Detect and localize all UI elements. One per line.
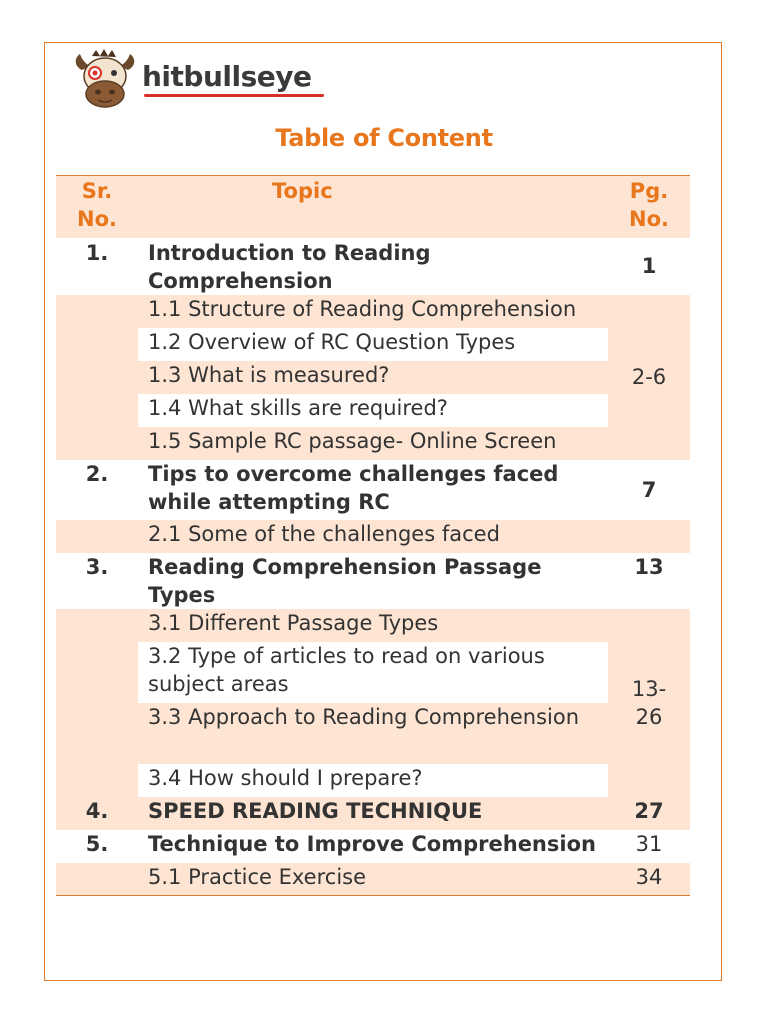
row-sr: 3. [85,554,109,579]
row-sr [56,394,138,427]
row-topic[interactable]: 1.2 Overview of RC Question Types [138,328,608,361]
row-topic[interactable]: 5.1 Practice Exercise [148,864,367,889]
table-row [56,703,690,764]
table-row [56,427,690,460]
row-sr [56,520,138,553]
row-sr: 1. [85,240,109,265]
row-page [608,520,690,553]
topic-header: Topic [272,179,333,203]
row-sr [56,328,138,361]
table-row [56,520,690,553]
row-sr [56,764,138,797]
row-topic[interactable]: Tips to overcome challenges faced while attempting RC [148,461,559,514]
row-page: 27 [634,798,664,823]
row-topic[interactable]: Introduction to Reading Comprehension [148,240,431,293]
row-topic[interactable]: SPEED READING TECHNIQUE [148,798,483,823]
bull-mascot-icon [74,48,136,112]
brand-name: hitbullseye [142,60,312,93]
row-page: 34 [635,864,663,889]
row-sr: 5. [85,831,109,856]
row-sr [56,703,138,764]
table-row [56,797,690,830]
brand-underline [144,94,324,97]
row-sr [56,361,138,394]
row-topic[interactable]: Technique to Improve Comprehension [148,831,596,856]
row-topic[interactable]: Reading Comprehension Passage Types [148,554,542,607]
row-sr: 2. [85,461,109,486]
page-title: Table of Content [275,124,493,152]
row-topic[interactable]: 1.4 What skills are required? [138,394,608,427]
table-row [56,863,690,896]
table-row [56,609,690,642]
row-topic[interactable]: 3.1 Different Passage Types [148,610,439,635]
row-page: 13- 26 [608,609,690,797]
row-page: 2-6 [608,295,690,460]
row-sr [56,642,138,703]
row-sr [56,427,138,460]
row-topic[interactable]: 1.1 Structure of Reading Comprehension [148,296,577,321]
row-topic[interactable]: 3.3 Approach to Reading Comprehension [148,704,580,729]
table-header-row [56,176,690,238]
table-row [56,238,690,295]
pg-header: Pg. No. [629,179,669,231]
table-row [56,830,690,863]
row-topic[interactable]: 1.3 What is measured? [148,362,390,387]
table-row [56,328,690,361]
table-row [56,361,690,394]
row-sr [56,295,138,328]
table-row [56,553,690,609]
row-page: 1 [641,254,657,278]
table-row [56,460,690,520]
row-topic[interactable]: 1.5 Sample RC passage- Online Screen [148,428,557,453]
row-sr [56,609,138,642]
row-page: 13 [634,554,664,579]
toc-table [56,175,690,896]
table-row [56,642,690,703]
table-row [56,764,690,797]
row-sr [56,863,138,896]
row-page: 31 [635,831,663,856]
table-row [56,295,690,328]
row-topic[interactable]: 2.1 Some of the challenges faced [148,521,500,546]
row-sr: 4. [85,798,109,823]
row-topic[interactable]: 3.2 Type of articles to read on various subject areas [138,642,608,703]
row-page: 7 [641,477,657,502]
sr-header: Sr. No. [77,179,117,231]
row-topic[interactable]: 3.4 How should I prepare? [138,764,608,797]
table-row [56,394,690,427]
